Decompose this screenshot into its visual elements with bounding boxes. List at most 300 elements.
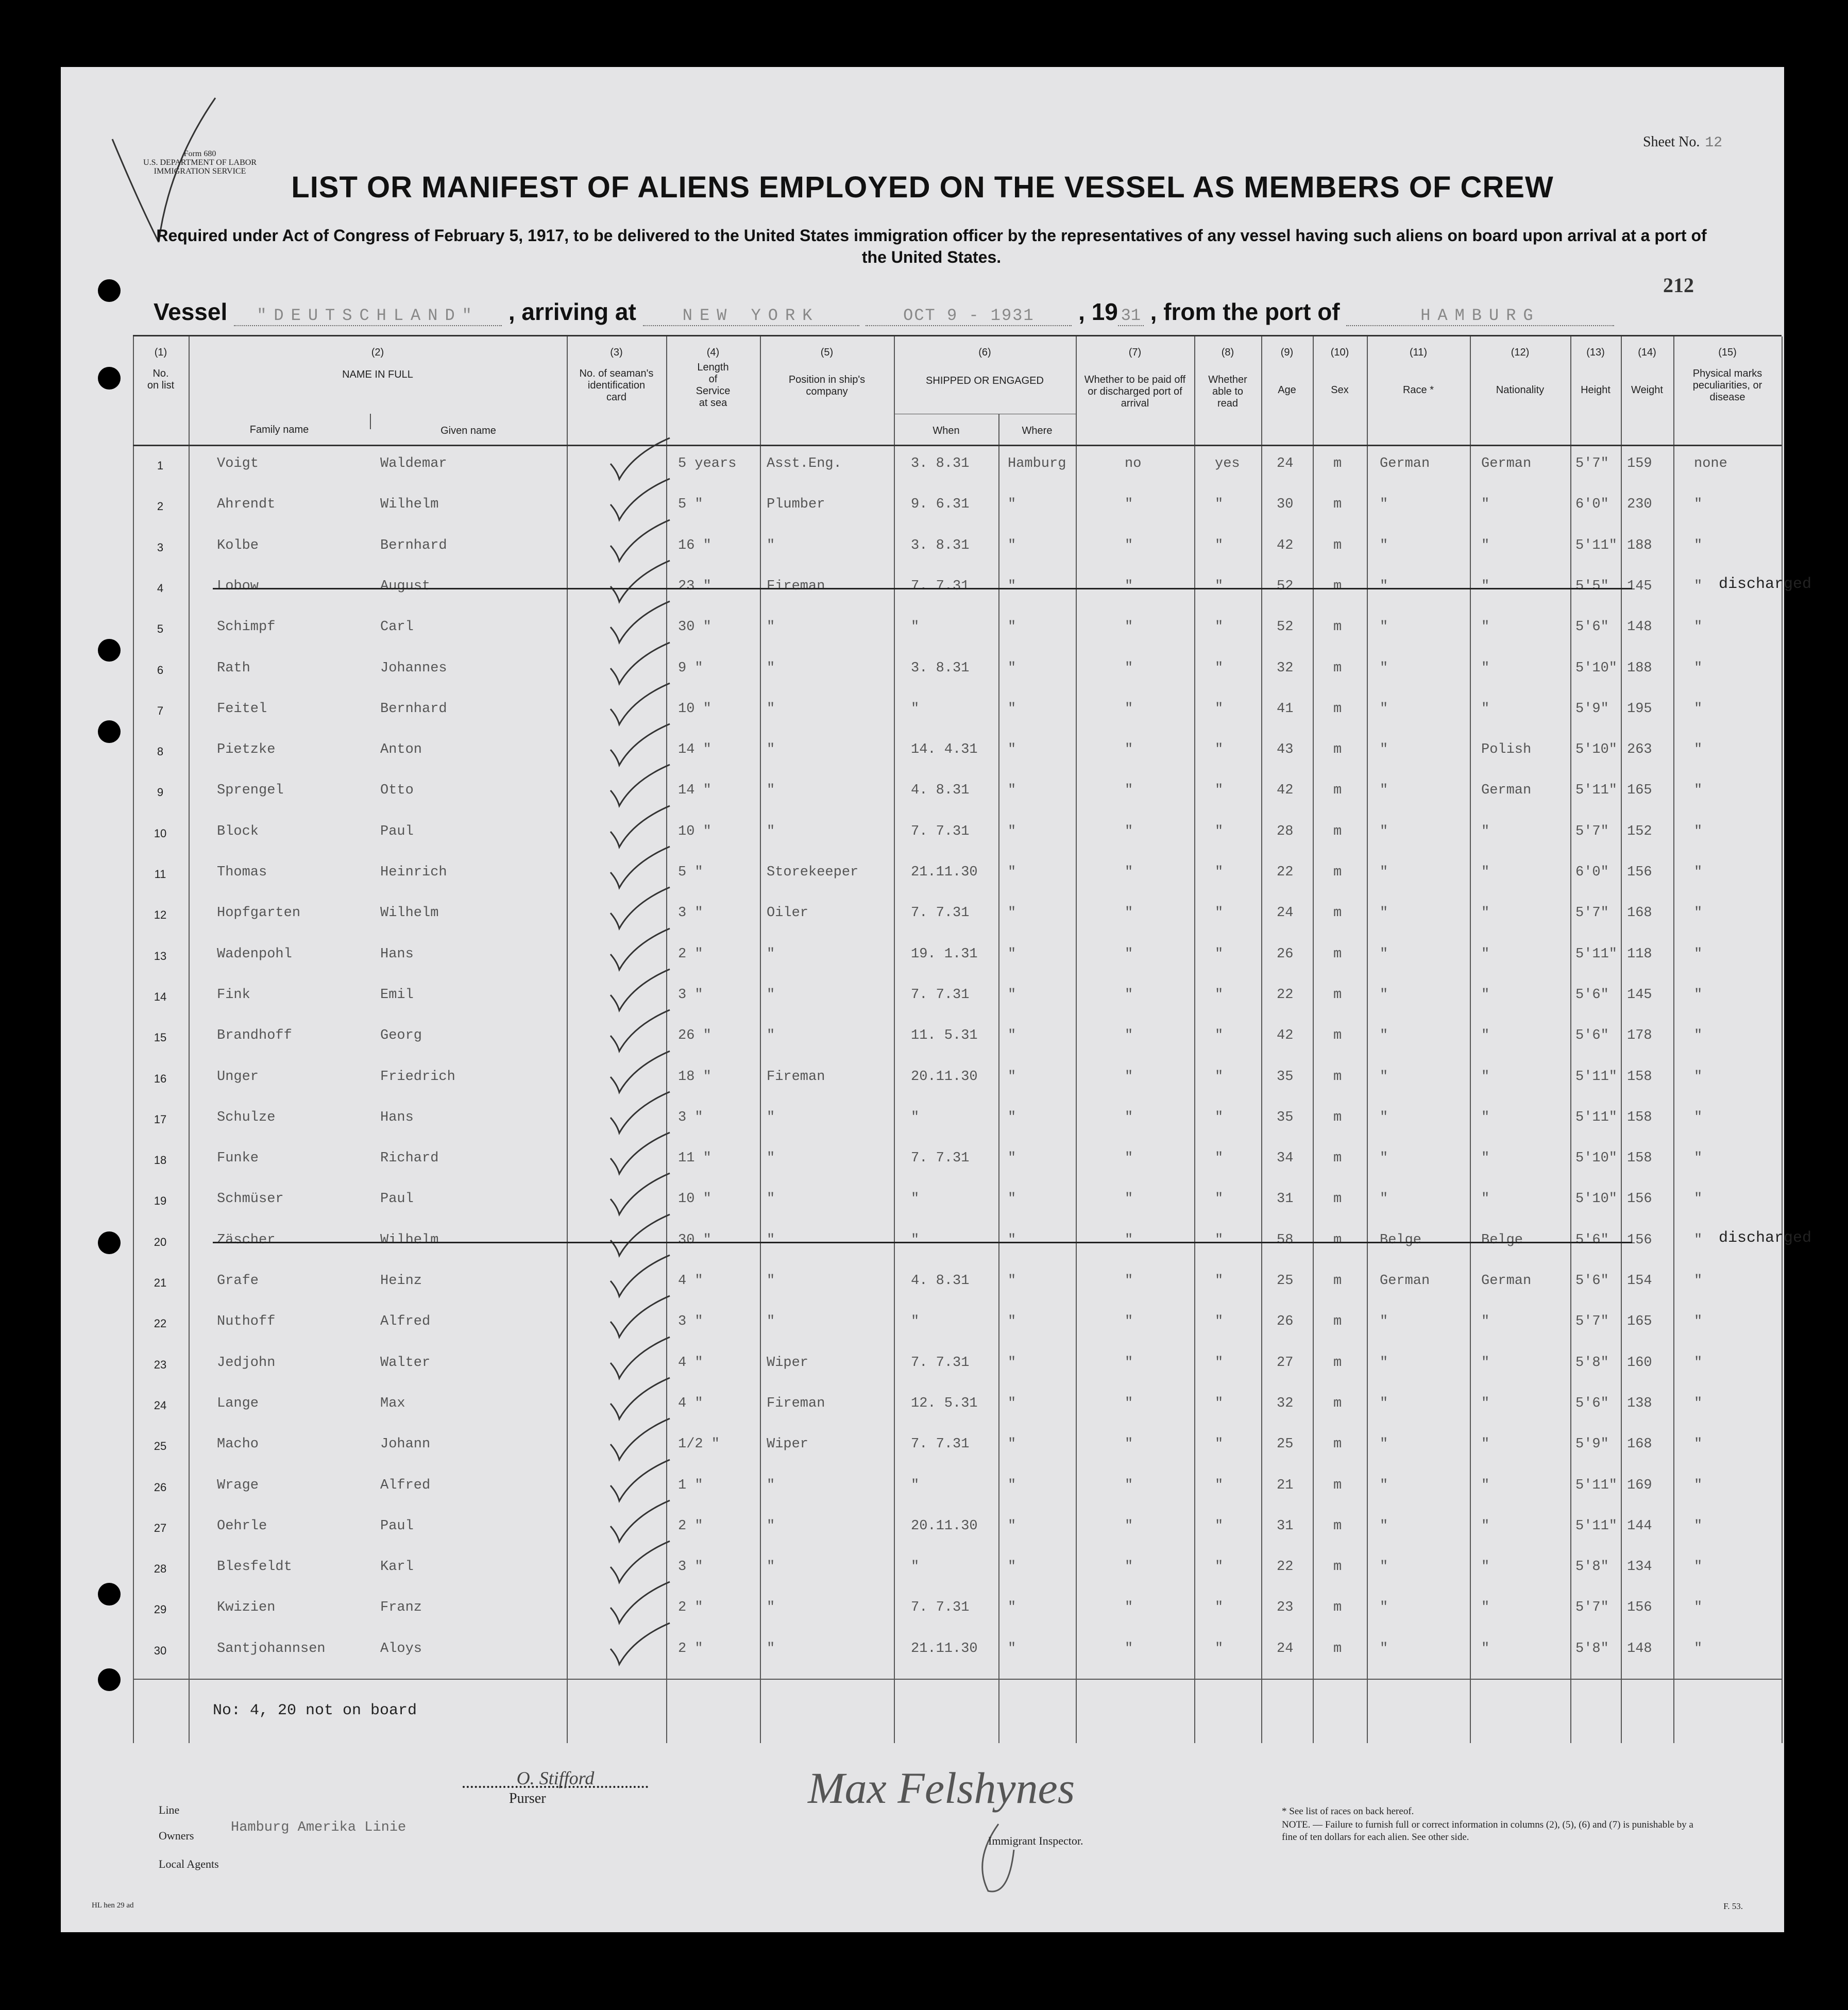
family-name: Macho	[217, 1437, 259, 1452]
row-number: 17	[154, 1112, 167, 1126]
service-length: 10 "	[678, 701, 711, 717]
service-length: 10 "	[678, 1191, 711, 1207]
row-number: 24	[154, 1398, 167, 1412]
col-label: Weight	[1631, 384, 1663, 396]
service-length: 2 "	[678, 1518, 703, 1534]
weight: 263	[1627, 742, 1652, 758]
col-6-header	[894, 347, 1076, 387]
given-name-header: Given name	[440, 425, 496, 436]
col-number: (8)	[1221, 347, 1234, 358]
paid-off: no	[1125, 456, 1142, 471]
shipped-where: "	[1008, 1232, 1016, 1248]
sex: m	[1333, 1559, 1342, 1575]
age: 21	[1277, 1477, 1294, 1493]
service-length: 11 "	[678, 1151, 711, 1167]
punch-hole	[98, 1668, 121, 1691]
nationality: German	[1481, 783, 1532, 799]
given-name: Paul	[380, 1191, 414, 1207]
shipped-where: "	[1008, 660, 1016, 676]
form-number: Form 680	[183, 149, 216, 158]
nationality: German	[1481, 1273, 1532, 1289]
paid-off: "	[1125, 1477, 1133, 1493]
date-stamp: OCT 9 - 1931	[866, 306, 1072, 326]
family-name: Schmüser	[217, 1191, 284, 1207]
service-length: 14 "	[678, 783, 711, 799]
service-length: 16 "	[678, 537, 711, 553]
page-subtitle: Required under Act of Congress of February 5, 1917, to be delivered to the United States immigration officer by the representatives of any vessel having such aliens on board upon arrival at a port of the United States.	[156, 226, 1707, 266]
shipped-where: "	[1008, 497, 1016, 513]
position: "	[767, 1477, 775, 1493]
shipped-where: "	[1008, 783, 1016, 799]
sex: m	[1333, 619, 1342, 635]
family-name: Feitel	[217, 701, 267, 717]
service-length: 26 "	[678, 1028, 711, 1044]
race: "	[1380, 1355, 1388, 1371]
position: "	[767, 1559, 775, 1575]
able-to-read: "	[1215, 497, 1224, 513]
given-name: August	[380, 578, 431, 594]
given-name: Bernhard	[380, 701, 447, 717]
able-to-read: "	[1215, 619, 1224, 635]
height: 5'11"	[1575, 946, 1618, 962]
race: "	[1380, 865, 1388, 880]
discharged-remark: discharged	[1719, 1229, 1812, 1247]
paid-off: "	[1125, 1028, 1133, 1044]
age: 24	[1277, 905, 1294, 921]
race: "	[1380, 1559, 1388, 1575]
able-to-read: "	[1215, 1028, 1224, 1044]
age: 52	[1277, 578, 1294, 594]
position: "	[767, 1314, 775, 1330]
physical-marks: "	[1694, 742, 1703, 758]
page-title: LIST OR MANIFEST OF ALIENS EMPLOYED ON THE VESSEL AS MEMBERS OF CREW	[291, 171, 1554, 204]
position: "	[767, 946, 775, 962]
shipped-where: "	[1008, 1191, 1016, 1207]
physical-marks: "	[1694, 1355, 1703, 1371]
checkmark-icon	[608, 681, 675, 727]
service-length: 4 "	[678, 1395, 703, 1411]
paid-off: "	[1125, 1600, 1133, 1616]
row-number: 27	[154, 1521, 167, 1534]
col-9-header	[1261, 347, 1313, 396]
weight: 159	[1627, 456, 1652, 471]
col-5-header	[760, 347, 894, 398]
form-code: F. 53.	[1723, 1901, 1743, 1911]
col-number: (11)	[1409, 347, 1428, 358]
checkmark-icon	[608, 1539, 675, 1585]
checkmark-icon	[608, 1457, 675, 1504]
sex: m	[1333, 742, 1342, 758]
from-port: HAMBURG	[1346, 306, 1614, 326]
age: 26	[1277, 946, 1294, 962]
service-length: 1/2 "	[678, 1437, 720, 1452]
col-label: Age	[1278, 384, 1296, 396]
shipped-when: 14. 4.31	[911, 742, 978, 758]
row-number: 4	[157, 581, 164, 595]
able-to-read: "	[1215, 865, 1224, 880]
sex: m	[1333, 1437, 1342, 1452]
shipped-when: "	[911, 1559, 920, 1575]
checkmark-icon	[608, 517, 675, 564]
arriving-label: , arriving at	[508, 298, 636, 325]
nationality: "	[1481, 619, 1490, 635]
age: 42	[1277, 1028, 1294, 1044]
given-name: Alfred	[380, 1477, 431, 1493]
service-length: 3 "	[678, 987, 703, 1003]
shipped-where: "	[1008, 537, 1016, 553]
family-name: Unger	[217, 1069, 259, 1085]
nationality: "	[1481, 578, 1490, 594]
strikethrough-line	[213, 588, 1632, 589]
nationality: "	[1481, 1395, 1490, 1411]
sex: m	[1333, 1232, 1342, 1248]
height: 5'11"	[1575, 1518, 1618, 1534]
nationality: "	[1481, 865, 1490, 880]
nationality: "	[1481, 660, 1490, 676]
height: 5'6"	[1575, 1273, 1609, 1289]
shipped-when: 3. 8.31	[911, 456, 970, 471]
paid-off: "	[1125, 1069, 1133, 1085]
able-to-read: "	[1215, 1600, 1224, 1616]
weight: 195	[1627, 701, 1652, 717]
punch-hole	[98, 720, 121, 743]
paid-off: "	[1125, 823, 1133, 839]
position: "	[767, 1151, 775, 1167]
shipped-when: 11. 5.31	[911, 1028, 978, 1044]
position: "	[767, 987, 775, 1003]
paid-off: "	[1125, 1109, 1133, 1125]
shipped-when: 21.11.30	[911, 865, 978, 880]
given-name: Georg	[380, 1028, 422, 1044]
shipped-where: Hamburg	[1008, 456, 1066, 471]
given-name: Walter	[380, 1355, 431, 1371]
given-name: Waldemar	[380, 456, 447, 471]
shipped-where: "	[1008, 578, 1016, 594]
family-name: Santjohannsen	[217, 1641, 326, 1657]
service-length: 3 "	[678, 1559, 703, 1575]
service-length: 2 "	[678, 946, 703, 962]
col-number: (2)	[371, 347, 384, 358]
col-number: (14)	[1638, 347, 1656, 358]
checkmark-icon	[608, 1620, 675, 1667]
position: "	[767, 742, 775, 758]
row-number: 14	[154, 990, 167, 1003]
row-number: 10	[154, 826, 167, 840]
able-to-read: "	[1215, 1069, 1224, 1085]
age: 34	[1277, 1151, 1294, 1167]
physical-marks: "	[1694, 1273, 1703, 1289]
row-number: 25	[154, 1440, 167, 1453]
physical-marks: "	[1694, 1395, 1703, 1411]
race: "	[1380, 701, 1388, 717]
physical-marks: "	[1694, 1518, 1703, 1534]
paid-off: "	[1125, 1437, 1133, 1452]
physical-marks: "	[1694, 823, 1703, 839]
sex: m	[1333, 1600, 1342, 1616]
able-to-read: "	[1215, 946, 1224, 962]
checkmark-icon	[608, 926, 675, 972]
paid-off: "	[1125, 1314, 1133, 1330]
race: "	[1380, 742, 1388, 758]
row-number: 16	[154, 1072, 167, 1085]
position: "	[767, 660, 775, 676]
age: 52	[1277, 619, 1294, 635]
race: "	[1380, 1600, 1388, 1616]
paid-off: "	[1125, 1518, 1133, 1534]
able-to-read: "	[1215, 1477, 1224, 1493]
sex: m	[1333, 1109, 1342, 1125]
shipped-when: 4. 8.31	[911, 1273, 970, 1289]
given-name: Wilhelm	[380, 497, 439, 513]
family-name: Kwizien	[217, 1600, 276, 1616]
race: "	[1380, 783, 1388, 799]
shipped-when: "	[911, 1232, 920, 1248]
sex: m	[1333, 1477, 1342, 1493]
service-length: 30 "	[678, 1232, 711, 1248]
shipped-when: 7. 7.31	[911, 578, 970, 594]
position: Storekeeper	[767, 865, 859, 880]
able-to-read: "	[1215, 660, 1224, 676]
nationality: "	[1481, 946, 1490, 962]
physical-marks: "	[1694, 1232, 1703, 1248]
family-name: Lobow	[217, 578, 259, 594]
paid-off: "	[1125, 1355, 1133, 1371]
col-label: Length of Service at sea	[696, 362, 731, 409]
sex: m	[1333, 660, 1342, 676]
shipped-when: "	[911, 1314, 920, 1330]
col-14-header	[1621, 347, 1673, 396]
sex: m	[1333, 1191, 1342, 1207]
shipped-where: "	[1008, 1437, 1016, 1452]
age: 24	[1277, 456, 1294, 471]
row-number: 2	[157, 500, 164, 513]
height: 5'8"	[1575, 1641, 1609, 1657]
shipped-where: "	[1008, 1395, 1016, 1411]
shipped-where: "	[1008, 1069, 1016, 1085]
given-name: Otto	[380, 783, 414, 799]
row-number: 26	[154, 1480, 167, 1494]
height: 5'11"	[1575, 537, 1618, 553]
age: 35	[1277, 1069, 1294, 1085]
nationality: Polish	[1481, 742, 1532, 758]
weight: 144	[1627, 1518, 1652, 1534]
purser-label: Purser	[509, 1791, 546, 1806]
shipped-when: 21.11.30	[911, 1641, 978, 1657]
weight: 188	[1627, 537, 1652, 553]
race: "	[1380, 1477, 1388, 1493]
shipped-when: 3. 8.31	[911, 660, 970, 676]
sex: m	[1333, 1069, 1342, 1085]
age: 26	[1277, 1314, 1294, 1330]
height: 5'8"	[1575, 1559, 1609, 1575]
shipped-when: "	[911, 1477, 920, 1493]
service-length: 18 "	[678, 1069, 711, 1085]
shipped-where: "	[1008, 1477, 1016, 1493]
age: 25	[1277, 1437, 1294, 1452]
weight: 118	[1627, 946, 1652, 962]
sex: m	[1333, 1395, 1342, 1411]
nationality: "	[1481, 823, 1490, 839]
age: 58	[1277, 1232, 1294, 1248]
punch-hole	[98, 1231, 121, 1254]
weight: 156	[1627, 865, 1652, 880]
paid-off: "	[1125, 783, 1133, 799]
family-name: Pietzke	[217, 742, 276, 758]
able-to-read: "	[1215, 1232, 1224, 1248]
physical-marks: "	[1694, 865, 1703, 880]
shipped-when: "	[911, 701, 920, 717]
weight: 188	[1627, 660, 1652, 676]
able-to-read: "	[1215, 1559, 1224, 1575]
family-name: Grafe	[217, 1273, 259, 1289]
row-number: 8	[157, 745, 164, 758]
weight: 158	[1627, 1069, 1652, 1085]
able-to-read: "	[1215, 1109, 1224, 1125]
page-number: 212	[1663, 274, 1694, 297]
col-1-header	[133, 347, 189, 392]
height: 5'6"	[1575, 1395, 1609, 1411]
age: 22	[1277, 1559, 1294, 1575]
row-number: 1	[157, 459, 164, 472]
shipped-where: "	[1008, 1355, 1016, 1371]
paid-off: "	[1125, 905, 1133, 921]
purser-signature: O. Stifford	[463, 1767, 648, 1788]
nationality: "	[1481, 1437, 1490, 1452]
col-2-header	[189, 347, 567, 381]
nationality: "	[1481, 1355, 1490, 1371]
nationality: "	[1481, 497, 1490, 513]
row-number: 28	[154, 1562, 167, 1576]
paid-off: "	[1125, 987, 1133, 1003]
shipped-when: 7. 7.31	[911, 1151, 970, 1167]
nationality: Belge	[1481, 1232, 1523, 1248]
col-label: Race *	[1402, 384, 1434, 396]
shipped-when: 7. 7.31	[911, 1355, 970, 1371]
shipped-where: "	[1008, 742, 1016, 758]
weight: 158	[1627, 1151, 1652, 1167]
col-number: (13)	[1586, 347, 1605, 358]
sex: m	[1333, 823, 1342, 839]
able-to-read: "	[1215, 1151, 1224, 1167]
vessel-label: Vessel	[154, 298, 228, 325]
height: 5'6"	[1575, 619, 1609, 635]
weight: 168	[1627, 1437, 1652, 1452]
age: 24	[1277, 1641, 1294, 1657]
position: Wiper	[767, 1437, 809, 1452]
height: 5'7"	[1575, 905, 1609, 921]
nationality: "	[1481, 1518, 1490, 1534]
family-name-header: Family name	[249, 424, 309, 435]
paid-off: "	[1125, 537, 1133, 553]
position: "	[767, 619, 775, 635]
sex: m	[1333, 783, 1342, 799]
given-name: Aloys	[380, 1641, 422, 1657]
family-name: Schulze	[217, 1109, 276, 1125]
weight: 230	[1627, 497, 1652, 513]
service-length: 23 "	[678, 578, 711, 594]
manifest-sheet	[61, 67, 1812, 1932]
col-15-header	[1673, 347, 1782, 403]
shipped-when: 7. 7.31	[911, 905, 970, 921]
able-to-read: "	[1215, 987, 1224, 1003]
position: Fireman	[767, 578, 825, 594]
weight: 160	[1627, 1355, 1652, 1371]
service-length: 5 "	[678, 497, 703, 513]
service-length: 3 "	[678, 905, 703, 921]
col-number: (4)	[706, 347, 720, 358]
able-to-read: "	[1215, 1273, 1224, 1289]
row-number: 19	[154, 1194, 167, 1208]
paid-off: "	[1125, 1641, 1133, 1657]
col-label: Whether able to read	[1208, 374, 1247, 409]
row-number: 3	[157, 540, 164, 554]
given-name: Alfred	[380, 1314, 431, 1330]
punch-hole	[98, 1583, 121, 1606]
physical-marks: "	[1694, 1437, 1703, 1452]
punch-hole	[98, 279, 121, 302]
family-name: Lange	[217, 1395, 259, 1411]
given-name: Paul	[380, 823, 414, 839]
checkmark-icon	[608, 1049, 675, 1095]
given-name: Max	[380, 1395, 405, 1411]
age: 43	[1277, 742, 1294, 758]
shipped-where: "	[1008, 905, 1016, 921]
weight: 145	[1627, 578, 1652, 594]
paid-off: "	[1125, 865, 1133, 880]
col-label: No. on list	[147, 368, 175, 391]
paid-off: "	[1125, 660, 1133, 676]
position: Asst.Eng.	[767, 456, 842, 471]
service-length: 5 years	[678, 456, 737, 471]
paid-off: "	[1125, 619, 1133, 635]
col-label: Nationality	[1496, 384, 1545, 396]
able-to-read: "	[1215, 1355, 1224, 1371]
height: 5'8"	[1575, 1355, 1609, 1371]
position: "	[767, 701, 775, 717]
vessel-line	[154, 298, 1725, 334]
family-name: Blesfeldt	[217, 1559, 292, 1575]
physical-marks: "	[1694, 660, 1703, 676]
age: 25	[1277, 1273, 1294, 1289]
paid-off: "	[1125, 1151, 1133, 1167]
checkmark-icon	[608, 1007, 675, 1054]
nationality: "	[1481, 1191, 1490, 1207]
position: "	[767, 1273, 775, 1289]
height: 5'11"	[1575, 783, 1618, 799]
col-11-header	[1367, 347, 1470, 396]
when-header: When	[933, 425, 960, 436]
physical-marks: "	[1694, 1641, 1703, 1657]
col-3-header	[567, 347, 666, 403]
family-name: Wadenpohl	[217, 946, 292, 962]
weight: 148	[1627, 1641, 1652, 1657]
col-number: (1)	[154, 347, 167, 358]
race: "	[1380, 1109, 1388, 1125]
able-to-read: "	[1215, 701, 1224, 717]
row-number: 23	[154, 1358, 167, 1371]
shipped-when: 7. 7.31	[911, 1600, 970, 1616]
physical-marks: "	[1694, 619, 1703, 635]
row-number: 21	[154, 1276, 167, 1289]
row-number: 22	[154, 1317, 167, 1330]
shipped-when: "	[911, 619, 920, 635]
family-name: Rath	[217, 660, 250, 676]
service-length: 2 "	[678, 1600, 703, 1616]
family-name: Kolbe	[217, 537, 259, 553]
service-length: 2 "	[678, 1641, 703, 1657]
physical-marks: "	[1694, 987, 1703, 1003]
physical-marks: "	[1694, 1191, 1703, 1207]
